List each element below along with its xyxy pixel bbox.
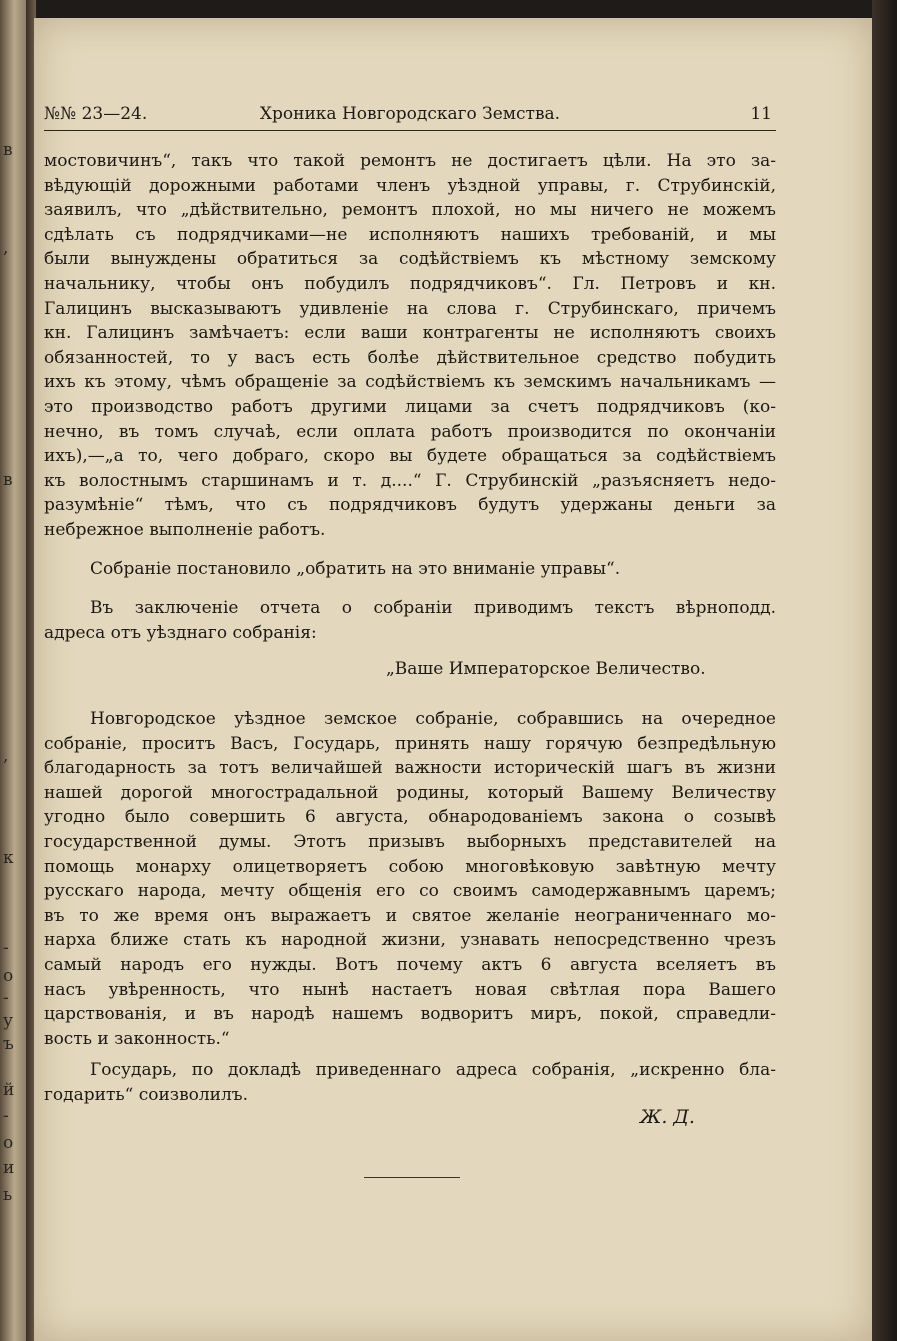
facing-page-fragment: - [3, 938, 9, 958]
facing-page-fragment: ъ [3, 1034, 14, 1054]
text-line: Новгородское уѣздное земское собраніе, собравшись на очередное [90, 709, 776, 729]
facing-page-fragment: о [3, 1133, 14, 1153]
book-right-edge [872, 0, 897, 1341]
text-line: вѣдующій дорожными работами членъ уѣздной управы, г. Струбинскій, [44, 175, 776, 196]
text-line: царствованія, и въ народѣ нашемъ водворитъ миръ, покой, справедли- [44, 1004, 776, 1025]
issue-number: №№ 23—24. [44, 104, 148, 124]
text-line: сдѣлать съ подрядчиками—не исполняютъ нашихъ требованій, и мы [44, 224, 776, 245]
text-line: начальнику, чтобы онъ побудилъ подрядчиковъ“. Гл. Петровъ и кн. [44, 273, 776, 294]
text-line: самый народъ его нужды. Вотъ почему актъ 6 августа вселяетъ въ [44, 954, 776, 975]
facing-page-fragment: - [3, 988, 9, 1008]
section-divider [364, 1177, 460, 1178]
facing-page-fragment: и [3, 1158, 15, 1178]
text-line: нарха ближе стать къ народной жизни, узнавать непосредственно чрезъ [44, 930, 776, 951]
facing-page-fragment: о [3, 966, 14, 986]
facing-page-fragment: - [3, 1106, 9, 1126]
text-line: насъ увѣренность, что нынѣ настаетъ новая свѣтлая пора Вашего [44, 979, 776, 1000]
paragraph-3 [44, 596, 776, 645]
text-line: мостовичинъ“, такъ что такой ремонтъ не достигаетъ цѣли. На это за- [44, 151, 776, 171]
facing-page-fragment: к [3, 848, 14, 868]
address-salutation: „Ваше Императорское Величество. [386, 659, 706, 679]
text-line: небрежное выполненіе работъ. [44, 519, 326, 540]
running-header [44, 100, 776, 131]
facing-page-fragment: й [3, 1080, 15, 1100]
text-line: угодно было совершить 6 августа, обнародованіемъ закона о созывѣ [44, 807, 776, 828]
facing-page-fragment: ь [3, 1185, 13, 1205]
text-line: къ волостнымъ старшинамъ и т. д....“ Г. Струбинскій „разъясняетъ недо- [44, 470, 776, 491]
author-signature: Ж. Д. [640, 1106, 695, 1128]
text-line: государственной думы. Этотъ призывъ выборныхъ представителей на [44, 831, 776, 852]
facing-page-fragment: в [3, 140, 13, 160]
text-line: нашей дорогой многострадальной родины, который Вашему Величеству [44, 782, 776, 803]
text-line: собраніе, проситъ Васъ, Государь, принять нашу горячую безпредѣльную [44, 733, 776, 754]
previous-page-edge [0, 0, 26, 1341]
paragraph-1 [44, 149, 776, 543]
text-line: русскаго народа, мечту общенія его со своимъ самодержавнымъ царемъ; [44, 881, 776, 902]
text-line: въ то же время онъ выражаетъ и святое желаніе неограниченнаго мо- [44, 905, 776, 926]
text-line: вость и законность.“ [44, 1028, 230, 1049]
text-line: Галицинъ высказываютъ удивленіе на слова г. Струбинскаго, причемъ [44, 298, 776, 319]
facing-page-fragment: у [3, 1011, 14, 1031]
text-line: годарить“ соизволилъ. [44, 1084, 249, 1105]
page-number: 11 [750, 104, 772, 124]
text-line: это производство работъ другими лицами за счетъ подрядчиковъ (ко- [44, 396, 776, 417]
text-line: ихъ къ этому, чѣмъ обращеніе за содѣйствіемъ къ земскимъ начальникамъ — [44, 372, 776, 393]
text-line: адреса отъ уѣзднаго собранія: [44, 622, 317, 643]
facing-page-fragment: , [3, 238, 9, 258]
journal-title: Хроника Новгородскаго Земства. [259, 104, 561, 124]
text-line: кн. Галицинъ замѣчаетъ: если ваши контрагенты не исполняютъ своихъ [44, 323, 776, 344]
text-line: заявилъ, что „дѣйствительно, ремонтъ плохой, но мы ничего не можемъ [44, 200, 776, 221]
text-line: помощь монарху олицетворяетъ собою многовѣковую завѣтную мечту [44, 856, 776, 877]
paragraph-4 [44, 707, 776, 1051]
text-line: Государь, по докладѣ приведеннаго адреса собранія, „искренно бла- [90, 1060, 776, 1080]
text-line: ихъ),—„а то, чего добраго, скоро вы будете обращаться за содѣйствіемъ [44, 446, 776, 467]
text-line: благодарность за тотъ величайшей важности историческій шагъ въ жизни [44, 758, 776, 779]
text-line: обязанностей, то у васъ есть болѣе дѣйствительное средство побудить [44, 347, 776, 368]
text-line: разумѣніе“ тѣмъ, что съ подрядчиковъ будутъ удержаны деньги за [44, 495, 776, 516]
facing-page-fragment: в [3, 470, 13, 490]
text-line: были вынуждены обратиться за содѣйствіемъ къ мѣстному земскому [44, 249, 776, 270]
text-line: нечно, въ томъ случаѣ, если оплата работъ производится по окончаніи [44, 421, 776, 442]
paragraph-5 [44, 1058, 776, 1107]
facing-page-fragment: , [3, 746, 9, 766]
text-line: Въ заключеніе отчета о собраніи приводимъ текстъ вѣрноподд. [90, 598, 776, 618]
paragraph-2: Собраніе постановило „обратить на это вниманіе управы“. [90, 559, 621, 579]
